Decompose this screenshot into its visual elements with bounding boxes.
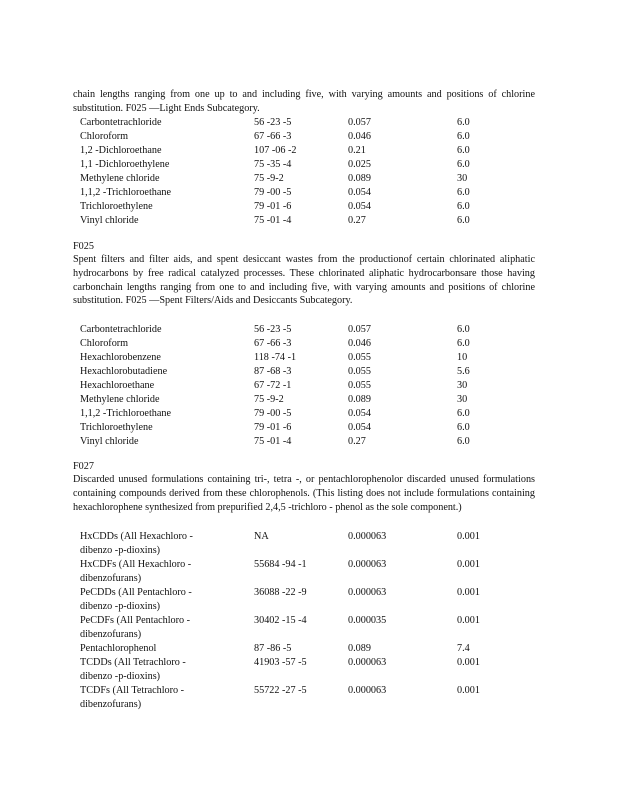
- wastewater-limit: 0.054: [348, 408, 371, 419]
- wastewater-limit: 0.089: [348, 643, 371, 654]
- chemical-name: HxCDDs (All Hexachloro - dibenzo -p-dioxins): [80, 531, 193, 556]
- nonwastewater-limit: 30: [457, 394, 468, 405]
- chemical-name: Carbontetrachloride: [80, 324, 162, 335]
- wastewater-limit: 0.057: [348, 324, 371, 335]
- table-row: [0, 130, 618, 144]
- table-row: [0, 365, 618, 379]
- cas-number: 118 -74 -1: [254, 352, 297, 363]
- cas-number: 87 -86 -5: [254, 643, 292, 654]
- cas-number: 67 -66 -3: [254, 338, 292, 349]
- wastewater-limit: 0.089: [348, 394, 371, 405]
- table-row: [0, 656, 618, 682]
- chemical-name: Chloroform: [80, 338, 129, 349]
- table-row: [0, 351, 618, 365]
- chemical-name: Carbontetrachloride: [80, 117, 162, 128]
- cas-number: 41903 -57 -5: [254, 657, 307, 668]
- nonwastewater-limit: 0.001: [457, 587, 480, 598]
- chemical-name: Trichloroethylene: [80, 201, 153, 212]
- cas-number: 55684 -94 -1: [254, 559, 307, 570]
- wastewater-limit: 0.000063: [348, 657, 387, 668]
- nonwastewater-limit: 5.6: [457, 366, 470, 377]
- cas-number: NA: [254, 531, 269, 542]
- table-row: [0, 337, 618, 351]
- table-row: [0, 144, 618, 158]
- cas-number: 56 -23 -5: [254, 117, 292, 128]
- chemical-name: Vinyl chloride: [80, 215, 139, 226]
- cas-number: 55722 -27 -5: [254, 685, 307, 696]
- table-row: [0, 158, 618, 172]
- table-row: [0, 558, 618, 584]
- nonwastewater-limit: 6.0: [457, 145, 470, 156]
- wastewater-limit: 0.000063: [348, 587, 387, 598]
- wastewater-limit: 0.000035: [348, 615, 387, 626]
- chemical-name: Hexachloroethane: [80, 380, 155, 391]
- wastewater-limit: 0.000063: [348, 531, 387, 542]
- cas-number: 75 -9-2: [254, 173, 284, 184]
- table-row: [0, 421, 618, 435]
- cas-number: 75 -35 -4: [254, 159, 292, 170]
- chemical-name: TCDDs (All Tetrachloro - dibenzo -p-dioxins): [80, 657, 186, 682]
- wastewater-limit: 0.046: [348, 338, 371, 349]
- table-row: [0, 200, 618, 214]
- nonwastewater-limit: 6.0: [457, 159, 470, 170]
- chemical-name: Hexachlorobenzene: [80, 352, 161, 363]
- chemical-name: Methylene chloride: [80, 173, 160, 184]
- wastewater-limit: 0.055: [348, 380, 371, 391]
- section1-intro: chain lengths ranging from one up to and including five, with varying amounts and positions of chlorine substitution. F025 —Light Ends Subcategory.: [73, 89, 535, 114]
- nonwastewater-limit: 6.0: [457, 436, 470, 447]
- nonwastewater-limit: 0.001: [457, 559, 480, 570]
- cas-number: 79 -00 -5: [254, 408, 292, 419]
- table-row: [0, 530, 618, 556]
- chemical-name: 1,1 -Dichloroethylene: [80, 159, 170, 170]
- chemical-name: TCDFs (All Tetrachloro - dibenzofurans): [80, 685, 185, 710]
- nonwastewater-limit: 0.001: [457, 685, 480, 696]
- nonwastewater-limit: 6.0: [457, 422, 470, 433]
- nonwastewater-limit: 7.4: [457, 643, 470, 654]
- table-row: [0, 214, 618, 228]
- chemical-name: Chloroform: [80, 131, 129, 142]
- chemical-name: Hexachlorobutadiene: [80, 366, 168, 377]
- cas-number: 67 -66 -3: [254, 131, 292, 142]
- nonwastewater-limit: 6.0: [457, 187, 470, 198]
- chemical-name: Trichloroethylene: [80, 422, 153, 433]
- table-row: [0, 642, 618, 656]
- table-row: [0, 186, 618, 200]
- nonwastewater-limit: 6.0: [457, 408, 470, 419]
- section3-intro: Discarded unused formulations containing tri-, tetra -, or pentachlorophenolor discarded unused formulations containing compounds derived from these chlorophenols. (This listing does not include formulations containing hexachlorophene synthesized from prepurified 2,4,5 -trichloro - phenol as the sole component.): [73, 474, 535, 513]
- table-row: [0, 407, 618, 421]
- nonwastewater-limit: 0.001: [457, 657, 480, 668]
- chemical-name: HxCDFs (All Hexachloro - dibenzofurans): [80, 559, 192, 584]
- wastewater-limit: 0.025: [348, 159, 371, 170]
- cas-number: 75 -01 -4: [254, 436, 292, 447]
- cas-number: 79 -01 -6: [254, 422, 292, 433]
- cas-number: 79 -00 -5: [254, 187, 292, 198]
- chemical-name: PeCDDs (All Pentachloro - dibenzo -p-dioxins): [80, 587, 192, 612]
- chemical-name: PeCDFs (All Pentachloro - dibenzofurans): [80, 615, 191, 640]
- table-row: [0, 172, 618, 186]
- cas-number: 75 -01 -4: [254, 215, 292, 226]
- section2-intro: Spent filters and filter aids, and spent desiccant wastes from the productionof certain chlorinated aliphatic hydrocarbons by free radical catalyzed processes. These chlorinated aliphatic hydrocarbonsare those having carbonchain lengths ranging from one to and including five, with varying amounts and positions of chlorine substitution. F025 —Spent Filters/Aids and Desiccants Subcategory.: [73, 254, 535, 307]
- table-row: [0, 435, 618, 449]
- table-row: [0, 323, 618, 337]
- cas-number: 75 -9-2: [254, 394, 284, 405]
- nonwastewater-limit: 6.0: [457, 324, 470, 335]
- nonwastewater-limit: 6.0: [457, 117, 470, 128]
- wastewater-limit: 0.046: [348, 131, 371, 142]
- nonwastewater-limit: 6.0: [457, 201, 470, 212]
- table-row: [0, 379, 618, 393]
- nonwastewater-limit: 6.0: [457, 131, 470, 142]
- chemical-name: 1,2 -Dichloroethane: [80, 145, 162, 156]
- wastewater-limit: 0.054: [348, 201, 371, 212]
- table-row: [0, 586, 618, 612]
- cas-number: 36088 -22 -9: [254, 587, 307, 598]
- table-row: [0, 393, 618, 407]
- table-row: [0, 684, 618, 710]
- chemical-name: Methylene chloride: [80, 394, 160, 405]
- cas-number: 79 -01 -6: [254, 201, 292, 212]
- cas-number: 67 -72 -1: [254, 380, 292, 391]
- wastewater-limit: 0.054: [348, 422, 371, 433]
- table-row: [0, 614, 618, 640]
- cas-number: 87 -68 -3: [254, 366, 292, 377]
- wastewater-limit: 0.000063: [348, 685, 387, 696]
- nonwastewater-limit: 0.001: [457, 531, 480, 542]
- cas-number: 56 -23 -5: [254, 324, 292, 335]
- nonwastewater-limit: 10: [457, 352, 468, 363]
- cas-number: 30402 -15 -4: [254, 615, 307, 626]
- nonwastewater-limit: 30: [457, 173, 468, 184]
- nonwastewater-limit: 0.001: [457, 615, 480, 626]
- chemical-name: Vinyl chloride: [80, 436, 139, 447]
- wastewater-limit: 0.057: [348, 117, 371, 128]
- nonwastewater-limit: 6.0: [457, 338, 470, 349]
- wastewater-limit: 0.055: [348, 366, 371, 377]
- wastewater-limit: 0.089: [348, 173, 371, 184]
- wastewater-limit: 0.054: [348, 187, 371, 198]
- wastewater-limit: 0.21: [348, 145, 366, 156]
- wastewater-limit: 0.27: [348, 436, 366, 447]
- cas-number: 107 -06 -2: [254, 145, 297, 156]
- waste-code-f027: F027: [73, 461, 94, 472]
- chemical-name: Pentachlorophenol: [80, 643, 157, 654]
- nonwastewater-limit: 6.0: [457, 215, 470, 226]
- nonwastewater-limit: 30: [457, 380, 468, 391]
- chemical-name: 1,1,2 -Trichloroethane: [80, 187, 172, 198]
- wastewater-limit: 0.000063: [348, 559, 387, 570]
- table-row: [0, 116, 618, 130]
- wastewater-limit: 0.27: [348, 215, 366, 226]
- chemical-name: 1,1,2 -Trichloroethane: [80, 408, 172, 419]
- wastewater-limit: 0.055: [348, 352, 371, 363]
- waste-code-f025: F025: [73, 241, 94, 252]
